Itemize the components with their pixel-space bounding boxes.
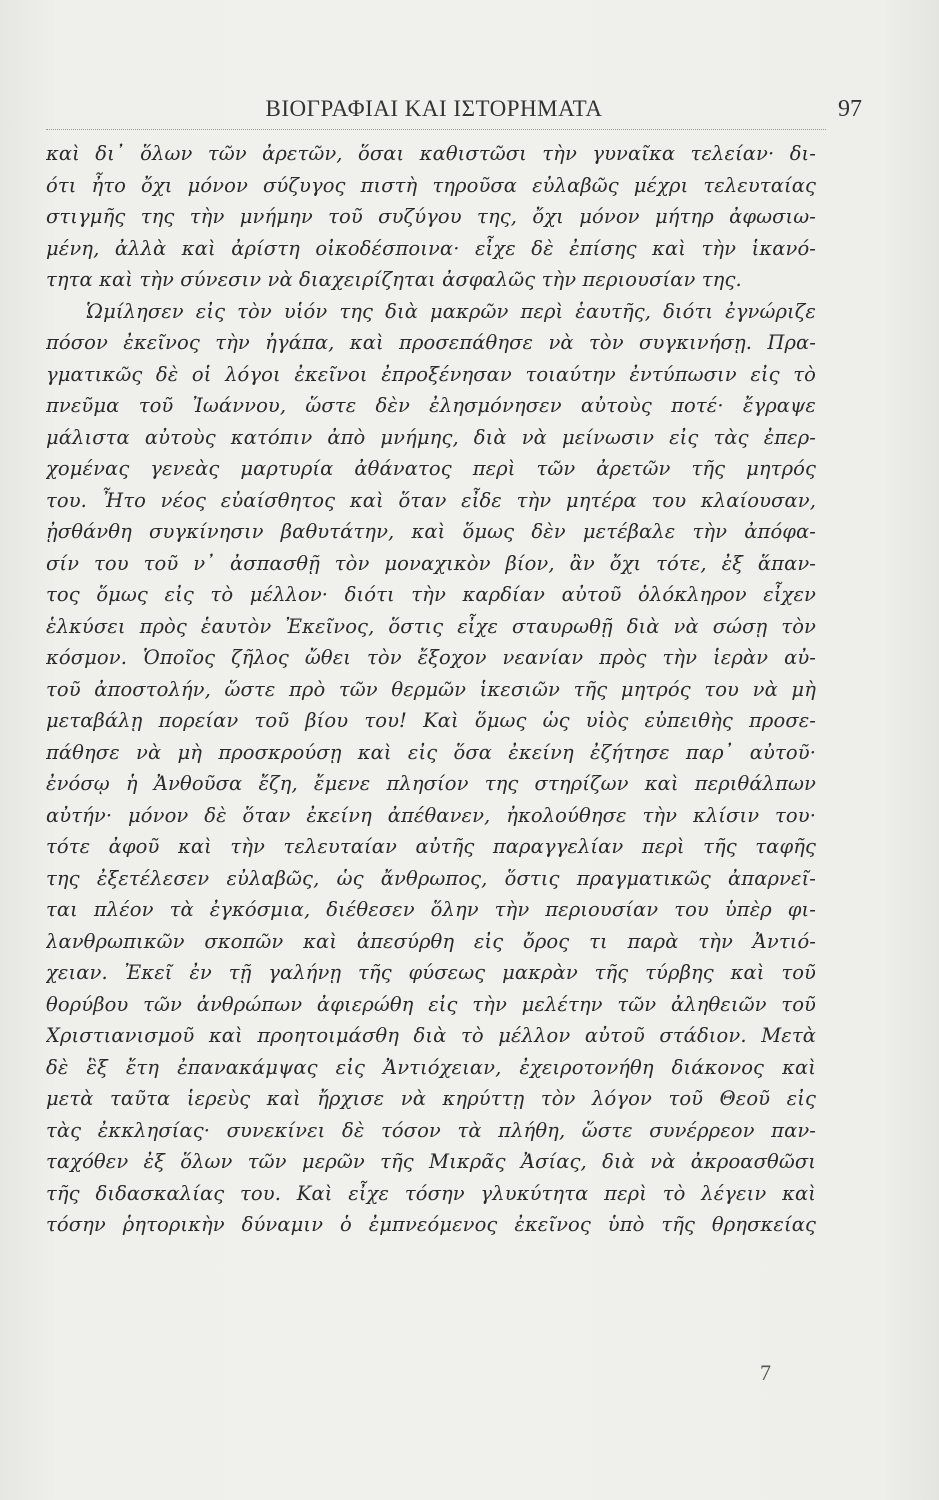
text-line: Ὡμίλησεν εἰς τὸν υἱόν της διὰ μακρῶν περὶ ἑαυτῆς, διότι ἐγνώριζε xyxy=(86,299,816,323)
text-line: μάλιστα αὐτοὺς κατόπιν ἀπὸ μνήμης, διὰ νὰ μείνωσιν εἰς τὰς ἐπερ- xyxy=(46,425,816,449)
text-line: τόσην ῥητορικὴν δύναμιν ὁ ἐμπνεόμενος ἐκεῖνος ὑπὸ τῆς θρησκείας xyxy=(46,1213,816,1236)
text-line: τότε ἀφοῦ καὶ τὴν τελευταίαν αὐτῆς παραγγελίαν περὶ τῆς ταφῆς xyxy=(46,835,816,858)
text-line: πόσον ἐκεῖνος τὴν ἠγάπα, καὶ προσεπάθησε νὰ τὸν συγκινήσῃ. Πρα- xyxy=(46,331,816,354)
text-line: τος ὅμως εἰς τὸ μέλλον· διότι τὴν καρδίαν αὐτοῦ ὁλόκληρον εἶχεν xyxy=(46,583,816,606)
text-line: ᾐσθάνθη συγκίνησιν βαθυτάτην, καὶ ὅμως δὲν μετέβαλε τὴν ἀπόφα- xyxy=(46,520,816,543)
text-line: τοῦ ἀποστολήν, ὥστε πρὸ τῶν θερμῶν ἱκεσιῶν τῆς μητρός του νὰ μὴ xyxy=(46,677,816,701)
text-line: λανθρωπικῶν σκοπῶν καὶ ἀπεσύρθη εἰς ὄρος τι παρὰ τὴν Ἀντιό- xyxy=(46,929,816,953)
text-line: ἐνόσῳ ἡ Ἀνθοῦσα ἔζη, ἔμενε πλησίον της στηρίζων καὶ περιθάλπων xyxy=(46,772,816,795)
text-line: κόσμον. Ὁποῖος ζῆλος ὤθει τὸν ἔξοχον νεανίαν πρὸς τὴν ἱερὰν αὐ- xyxy=(46,646,816,669)
text-line: ἑλκύσει πρὸς ἑαυτὸν Ἐκεῖνος, ὅστις εἶχε σταυρωθῇ διὰ νὰ σώσῃ τὸν xyxy=(46,614,816,638)
text-line: της ἐξετέλεσεν εὐλαβῶς, ὡς ἄνθρωπος, ὅστις πραγματικῶς ἀπαρνεῖ- xyxy=(46,866,816,890)
text-line: δὲ ἓξ ἔτη ἐπανακάμψας εἰς Ἀντιόχειαν, ἐχειροτονήθη διάκονος καὶ xyxy=(46,1055,816,1079)
text-line: χειαν. Ἐκεῖ ἐν τῇ γαλήνῃ τῆς φύσεως μακρὰν τῆς τύρβης καὶ τοῦ xyxy=(46,961,816,984)
text-line: ται πλέον τὰ ἐγκόσμια, διέθεσεν ὅλην τὴν περιουσίαν του ὑπὲρ φι- xyxy=(46,898,816,921)
text-line: μένη, ἀλλὰ καὶ ἀρίστη οἰκοδέσποινα· εἶχε δὲ ἐπίσης καὶ τὴν ἱκανό- xyxy=(46,236,816,260)
signature-folio: 7 xyxy=(760,1360,771,1385)
text-line: στιγμῆς της τὴν μνήμην τοῦ συζύγου της, ὄχι μόνον μήτηρ ἀφωσιω- xyxy=(46,205,816,228)
running-title: ΒΙΟΓΡΑΦΙΑΙ ΚΑΙ ΙΣΤΟΡΗΜΑΤΑ xyxy=(265,96,603,121)
text-line: μεταβάλῃ πορείαν τοῦ βίου του! Καὶ ὅμως ὡς υἱὸς εὐπειθὴς προσε- xyxy=(46,709,816,732)
text-line: σίν του τοῦ ν᾿ ἀσπασθῇ τὸν μοναχικὸν βίον, ἂν ὄχι τότε, ἐξ ἅπαν- xyxy=(46,551,816,575)
text-line: ότι ἦτο ὄχι μόνον σύζυγος πιστὴ τηροῦσα εὐλαβῶς μέχρι τελευταίας xyxy=(46,173,816,197)
text-line: τῆς διδασκαλίας του. Καὶ εἶχε τόσην γλυκύτητα περὶ τὸ λέγειν καὶ xyxy=(46,1181,816,1205)
body-text xyxy=(46,138,816,1241)
text-line: πάθησε νὰ μὴ προσκρούσῃ καὶ εἰς ὅσα ἐκείνη ἐζήτησε παρ᾿ αὐτοῦ· xyxy=(46,740,816,764)
text-line: πνεῦμα τοῦ Ἰωάννου, ὥστε δὲν ἐλησμόνησεν αὐτοὺς ποτέ· ἔγραψε xyxy=(46,394,816,417)
page-number: 97 xyxy=(838,96,862,122)
text-line: καὶ δι᾿ ὅλων τῶν ἀρετῶν, ὅσαι καθιστῶσι τὴν γυναῖκα τελείαν· δι- xyxy=(46,142,816,165)
text-line: θορύβου τῶν ἀνθρώπων ἀφιερώθη εἰς τὴν μελέτην τῶν ἀληθειῶν τοῦ xyxy=(46,992,816,1016)
text-line: μετὰ ταῦτα ἱερεὺς καὶ ἤρχισε νὰ κηρύττῃ τὸν λόγον τοῦ Θεοῦ εἰς xyxy=(46,1087,816,1110)
text-line: γματικῶς δὲ οἱ λόγοι ἐκεῖνοι ἐπροξένησαν τοιαύτην ἐντύπωσιν εἰς τὸ xyxy=(46,362,816,386)
text-line: αὐτήν· μόνον δὲ ὅταν ἐκείνη ἀπέθανεν, ἠκολούθησε τὴν κλίσιν του· xyxy=(46,803,816,827)
text-line: ταχόθεν ἐξ ὅλων τῶν μερῶν τῆς Μικρᾶς Ἀσίας, διὰ νὰ ἀκροασθῶσι xyxy=(46,1150,816,1173)
text-line: του. Ἦτο νέος εὐαίσθητος καὶ ὅταν εἶδε τὴν μητέρα του κλαίουσαν, xyxy=(46,488,816,512)
text-line: τὰς ἐκκλησίας· συνεκίνει δὲ τόσον τὰ πλήθη, ὥστε συνέρρεον παν- xyxy=(46,1118,816,1142)
header-rule xyxy=(46,129,826,130)
page-header xyxy=(46,96,862,128)
text-line: χομένας γενεὰς μαρτυρία ἀθάνατος περὶ τῶν ἀρετῶν τῆς μητρός xyxy=(46,457,816,480)
text-line: τητα καὶ τὴν σύνεσιν νὰ διαχειρίζηται ἀσφαλῶς τὴν περιουσίαν της. xyxy=(46,268,742,291)
text-line: Χριστιανισμοῦ καὶ προητοιμάσθη διὰ τὸ μέλλον αὐτοῦ στάδιον. Μετὰ xyxy=(46,1024,816,1047)
